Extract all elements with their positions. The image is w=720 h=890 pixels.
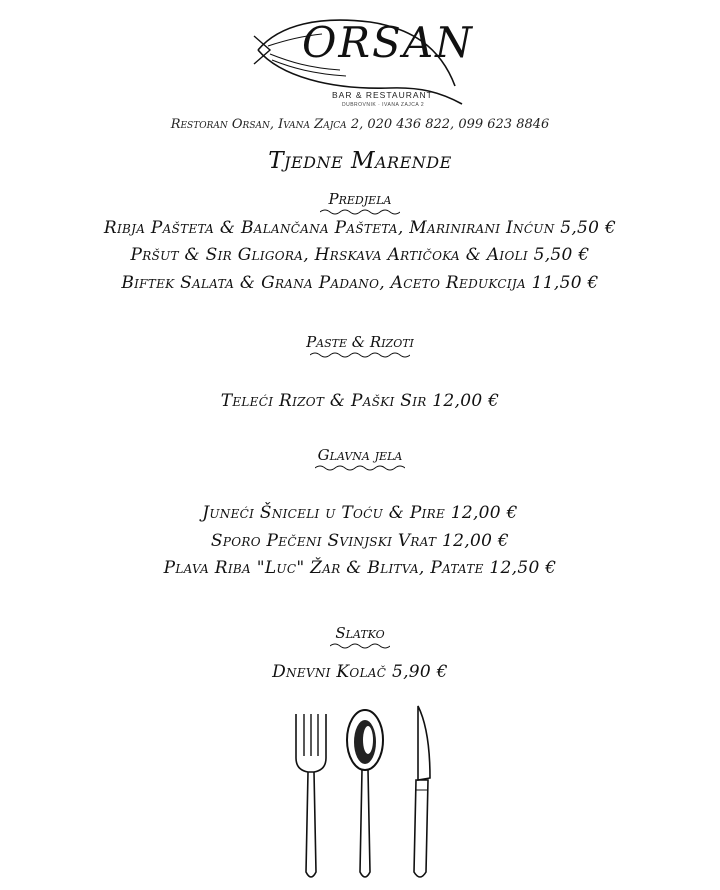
menu-item: Biftek Salata & Grana Padano, Aceto Redukcija 11,50 € [121, 273, 599, 293]
logo-subtitle: BAR & RESTAURANT [332, 90, 433, 100]
wave-underline-icon [330, 642, 390, 650]
section-heading-label: Glavna jela [317, 446, 403, 464]
logo-wordmark: ORSAN [302, 18, 474, 67]
menu-title: Tjedne Marende [268, 148, 452, 174]
section-heading-label: Predjela [328, 190, 392, 208]
section-heading-glavna [0, 446, 720, 472]
menu-item: Dnevni Kolač 5,90 € [272, 662, 448, 682]
menu-item: Plava Riba "Luc" Žar & Blitva, Patate 12,50 € [163, 558, 557, 578]
section-heading-label: Paste & Rizoti [306, 333, 414, 351]
spoon-icon [347, 710, 383, 877]
knife-icon [414, 706, 430, 877]
wave-underline-icon [310, 351, 410, 359]
logo-tagline: DUBROVNIK · IVANA ZAJCA 2 [342, 102, 425, 108]
cutlery-illustration [280, 700, 450, 885]
wave-underline-icon [320, 208, 400, 216]
section-heading-paste [0, 333, 720, 359]
section-heading-slatko [0, 624, 720, 650]
wave-underline-icon [315, 464, 405, 472]
fork-icon [296, 714, 326, 877]
restaurant-logo [250, 6, 474, 110]
menu-item: Juneći Šniceli u Toću & Pire 12,00 € [202, 503, 518, 523]
menu-item: Ribja Pašteta & Balančana Pašteta, Marinirani Inćun 5,50 € [103, 218, 617, 238]
restaurant-address: Restoran Orsan, Ivana Zajca 2, 020 436 822, 099 623 8846 [170, 117, 550, 132]
menu-item: Sporo Pečeni Svinjski Vrat 12,00 € [210, 531, 510, 551]
section-heading-label: Slatko [335, 624, 385, 642]
section-heading-predjela [0, 190, 720, 216]
menu-item: Teleći Rizot & Paški Sir 12,00 € [220, 391, 500, 411]
menu-item: Pršut & Sir Gligora, Hrskava Artičoka & Aioli 5,50 € [130, 245, 590, 265]
